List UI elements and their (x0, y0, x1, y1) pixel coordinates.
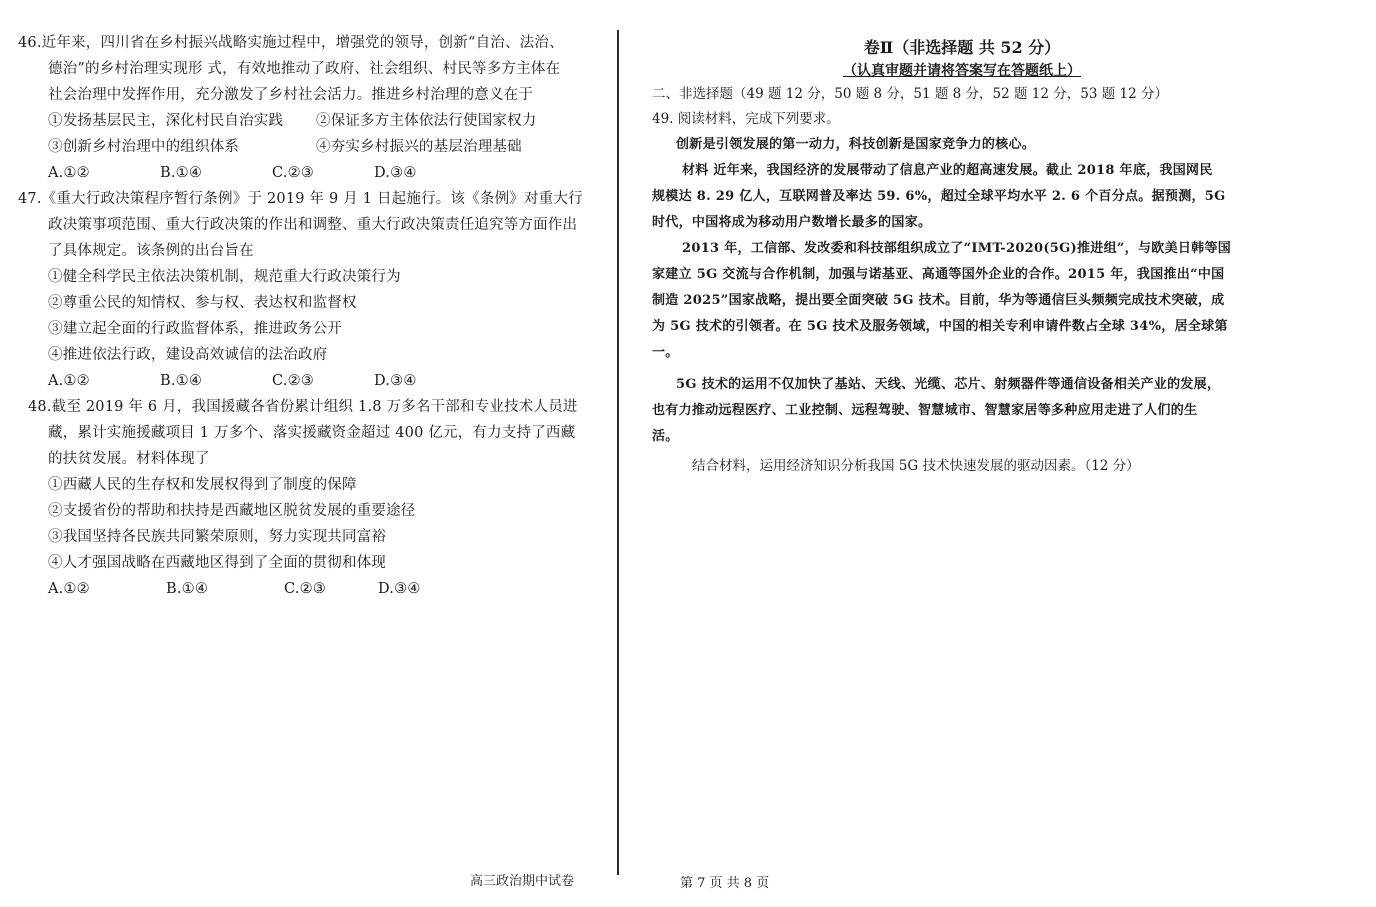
question-46 (18, 30, 603, 186)
q47-line: 了具体规定。该条例的出台旨在 (48, 243, 254, 259)
material-line: 活。 (652, 429, 679, 444)
q46-options (18, 160, 603, 186)
q48-statement: ①西藏人民的生存权和发展权得到了制度的保障 (48, 477, 357, 493)
material-line: 也有力推动远程医疗、工业控制、远程驾驶、智慧城市、智慧家居等多种应用走进了人们的生 (652, 403, 1198, 418)
q46-statements-row (18, 134, 603, 160)
option-a: A.①② (48, 165, 90, 181)
option-a: A.①② (48, 581, 90, 597)
q47-statement: ④推进依法行政，建设高效诚信的法治政府 (48, 347, 328, 363)
option-a: A.①② (48, 373, 90, 389)
q49-quote: 创新是引领发展的第一动力，科技创新是国家竞争力的核心。 (676, 137, 1036, 152)
q49-material-paragraph-2 (652, 236, 1252, 366)
q46-statement: ③创新乡村治理中的组织体系 (48, 139, 240, 155)
question-48 (18, 394, 603, 602)
q49-prompt: 49. 阅读材料，完成下列要求。 (652, 111, 840, 127)
option-c: C.②③ (284, 581, 326, 597)
q48-line: 48.截至 2019 年 6 月，我国援藏各省份累计组织 1.8 万多名干部和专业技术人员进 (28, 399, 578, 415)
material-line: 材料 近年来，我国经济的发展带动了信息产业的超高速发展。截止 2018 年底，我国网民 (682, 163, 1213, 178)
left-column (18, 30, 603, 602)
q49-material-paragraph-3 (652, 372, 1252, 450)
q46-statement: ②保证多方主体依法行使国家权力 (316, 113, 537, 129)
q46-statement: ④夯实乡村振兴的基层治理基础 (316, 139, 522, 155)
section-subtitle: （认真审题并请将答案写在答题纸上） (843, 63, 1081, 79)
material-line: 2013 年，工信部、发改委和科技部组织成立了“IMT-2020(5G)推进组”，与欧美日韩等国 (682, 241, 1232, 256)
footer-page-number: 第 7 页 共 8 页 (680, 876, 770, 891)
q47-statement: ②尊重公民的知情权、参与权、表达权和监督权 (48, 295, 357, 311)
option-b: B.①④ (160, 373, 203, 389)
q47-options (18, 368, 603, 394)
question-47 (18, 186, 603, 394)
material-line: 时代，中国将成为移动用户数增长最多的国家。 (652, 215, 932, 230)
right-column (652, 36, 1252, 479)
q49-material-paragraph-1 (652, 158, 1252, 236)
q48-statement: ②支援省份的帮助和扶持是西藏地区脱贫发展的重要途径 (48, 503, 416, 519)
material-line: 为 5G 技术的引领者。在 5G 技术及服务领域，中国的相关专利申请件数占全球 34%，居全球第 (652, 319, 1228, 334)
option-d: D.③④ (378, 581, 421, 597)
material-line: 家建立 5G 交流与合作机制，加强与诺基亚、高通等国外企业的合作。2015 年，我国推出“中国 (652, 267, 1225, 282)
q47-line: 47.《重大行政决策程序暂行条例》于 2019 年 9 月 1 日起施行。该《条例》对重大行 (18, 191, 583, 207)
option-d: D.③④ (374, 373, 417, 389)
option-b: B.①④ (160, 165, 203, 181)
q46-statement: ①发扬基层民主，深化村民自治实践 (48, 113, 284, 129)
q46-line: 德治”的乡村治理实现形 式，有效地推动了政府、社会组织、村民等多方主体在 (48, 61, 561, 77)
q47-line: 政决策事项范围、重大行政决策的作出和调整、重大行政决策责任追究等方面作出 (48, 217, 578, 233)
q48-line: 藏，累计实施援藏项目 1 万多个、落实援藏资金超过 400 亿元，有力支持了西藏 (48, 425, 576, 441)
section-title: 卷Ⅱ（非选择题 共 52 分） (863, 38, 1061, 57)
q46-line: 46.近年来，四川省在乡村振兴战略实施过程中，增强党的领导，创新“自治、法治、 (18, 35, 564, 51)
q46-line: 社会治理中发挥作用，充分激发了乡村社会活力。推进乡村治理的意义在于 (48, 87, 534, 103)
section-header: 二、非选择题（49 题 12 分，50 题 8 分，51 题 8 分，52 题 12 分，53 题 12 分） (652, 86, 1168, 102)
column-divider (617, 30, 619, 875)
material-line: 制造 2025”国家战略，提出要全面突破 5G 技术。目前，华为等通信巨头频频完成技术突破，成 (652, 293, 1225, 308)
q48-line: 的扶贫发展。材料体现了 (48, 451, 210, 467)
q48-statement: ③我国坚持各民族共同繁荣原则，努力实现共同富裕 (48, 529, 387, 545)
option-c: C.②③ (272, 373, 314, 389)
q49-task: 结合材料，运用经济知识分析我国 5G 技术快速发展的驱动因素。（12 分） (692, 458, 1140, 474)
material-line: 规模达 8. 29 亿人，互联网普及率达 59. 6%，超过全球平均水平 2. 6 个百分点。据预测，5G (652, 189, 1226, 204)
q48-options (18, 576, 603, 602)
material-line: 5G 技术的运用不仅加快了基站、天线、光缆、芯片、射频器件等通信设备相关产业的发展， (676, 377, 1221, 392)
q47-statement: ①健全科学民主依法决策机制，规范重大行政决策行为 (48, 269, 401, 285)
option-b: B.①④ (166, 581, 209, 597)
q47-statement: ③建立起全面的行政监督体系，推进政务公开 (48, 321, 342, 337)
q46-statements-row (18, 108, 603, 134)
material-line: 一。 (652, 345, 679, 360)
option-d: D.③④ (374, 165, 417, 181)
option-c: C.②③ (272, 165, 314, 181)
q48-statement: ④人才强国战略在西藏地区得到了全面的贯彻和体现 (48, 555, 387, 571)
footer-exam-title: 高三政治期中试卷 (470, 874, 575, 889)
